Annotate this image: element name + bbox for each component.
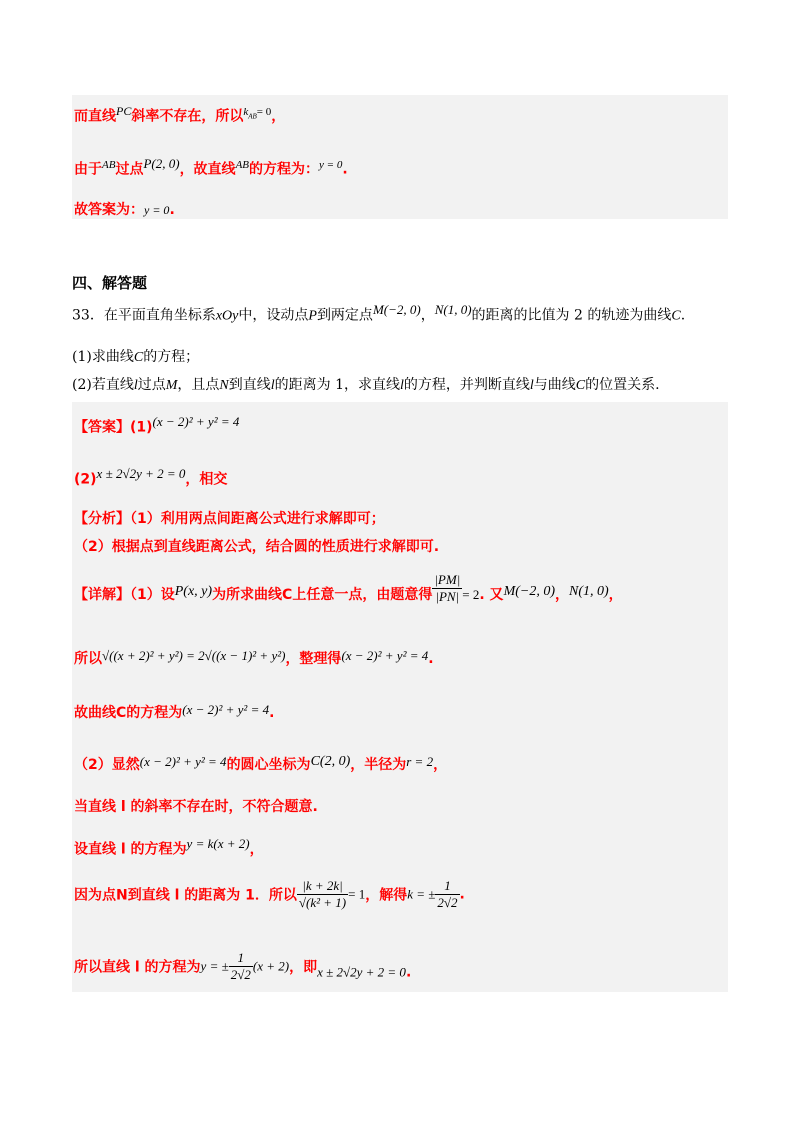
ratio-fraction: $\frac{|PM|}{|PN|}$ bbox=[434, 572, 461, 604]
detail-line-7: 因为点N到直线 l 的距离为 1．所以 $\frac{|k + 2k|}{\text{√(k² + 1)}}$ = 1，解得k = ± $\frac{1}{2√2}$ . bbox=[74, 878, 465, 910]
k-fraction: $\frac{1}{2√2}$ bbox=[437, 878, 458, 910]
answer-line-2: $(2)^{x \pm 2√2y + 2 = 0}$，相交 bbox=[74, 466, 228, 488]
question-part-1: (1)求曲线C的方程； bbox=[72, 349, 200, 365]
section-heading: 四、解答题 bbox=[72, 274, 148, 292]
prev-line-3: 故答案为：y = 0. bbox=[74, 202, 175, 218]
analysis-line-1: 【分析】（1）利用两点间距离公式进行求解即可； bbox=[74, 511, 385, 527]
distance-fraction: $\frac{|k + 2k|}{\text{√(k² + 1)}}$ bbox=[298, 878, 347, 910]
detail-line-4: （2）显然(x − 2)² + y² = 4的圆心坐标为C(2, 0)，半径为r = 2， bbox=[74, 754, 448, 773]
question-stem: 33．在平面直角坐标系xOy中，设动点P到两定点$^{M(-2, 0)}$，$^{N(1, 0)}$的距离的比值为 2 的轨迹为曲线C. bbox=[72, 302, 686, 324]
answer-line-1: 【答案】$(1)^{(x - 2)^2 + y^2 = 4}$ bbox=[74, 414, 240, 436]
slope-fraction: $\frac{1}{2√2}$ bbox=[230, 950, 251, 982]
detail-line-6: 设直线 l 的方程为$^{y = k(x + 2)}$， bbox=[74, 836, 264, 858]
detail-line-2: 所以√((x + 2)² + y²) = 2√((x − 1)² + y²)，整理得(x − 2)² + y² = 4. bbox=[74, 648, 434, 667]
prev-line-1: 而直线$^{PC}$斜率不存在，所以$^{k_{AB}= 0}$， bbox=[74, 104, 286, 125]
detail-line-3: 故曲线C的方程为(x − 2)² + y² = 4. bbox=[74, 702, 275, 721]
detail-line-1: 【详解】（1）设P(x, y)为所求曲线C上任意一点，由题意得 $\frac{|PM|}{|PN|}$ = 2. 又M(−2, 0)，N(1, 0)， bbox=[74, 572, 623, 604]
prev-line-2: 由于$^{AB}$过点$^{P(2, 0)}$，故直线$^{AB}$的方程为：$^{y = 0}$. bbox=[74, 156, 348, 178]
detail-line-5: 当直线 l 的斜率不存在时，不符合题意. bbox=[74, 799, 318, 815]
detail-line-8: 所以直线 l 的方程为y = ± $\frac{1}{2√2}$ (x + 2)，即x ± 2√2y + 2 = 0. bbox=[74, 950, 412, 982]
question-part-2: (2)若直线l过点M，且点N到直线l的距离为 1，求直线l的方程，并判断直线l与曲线C的位置关系. bbox=[72, 377, 660, 393]
analysis-line-2: （2）根据点到直线距离公式，结合圆的性质进行求解即可. bbox=[74, 539, 440, 555]
